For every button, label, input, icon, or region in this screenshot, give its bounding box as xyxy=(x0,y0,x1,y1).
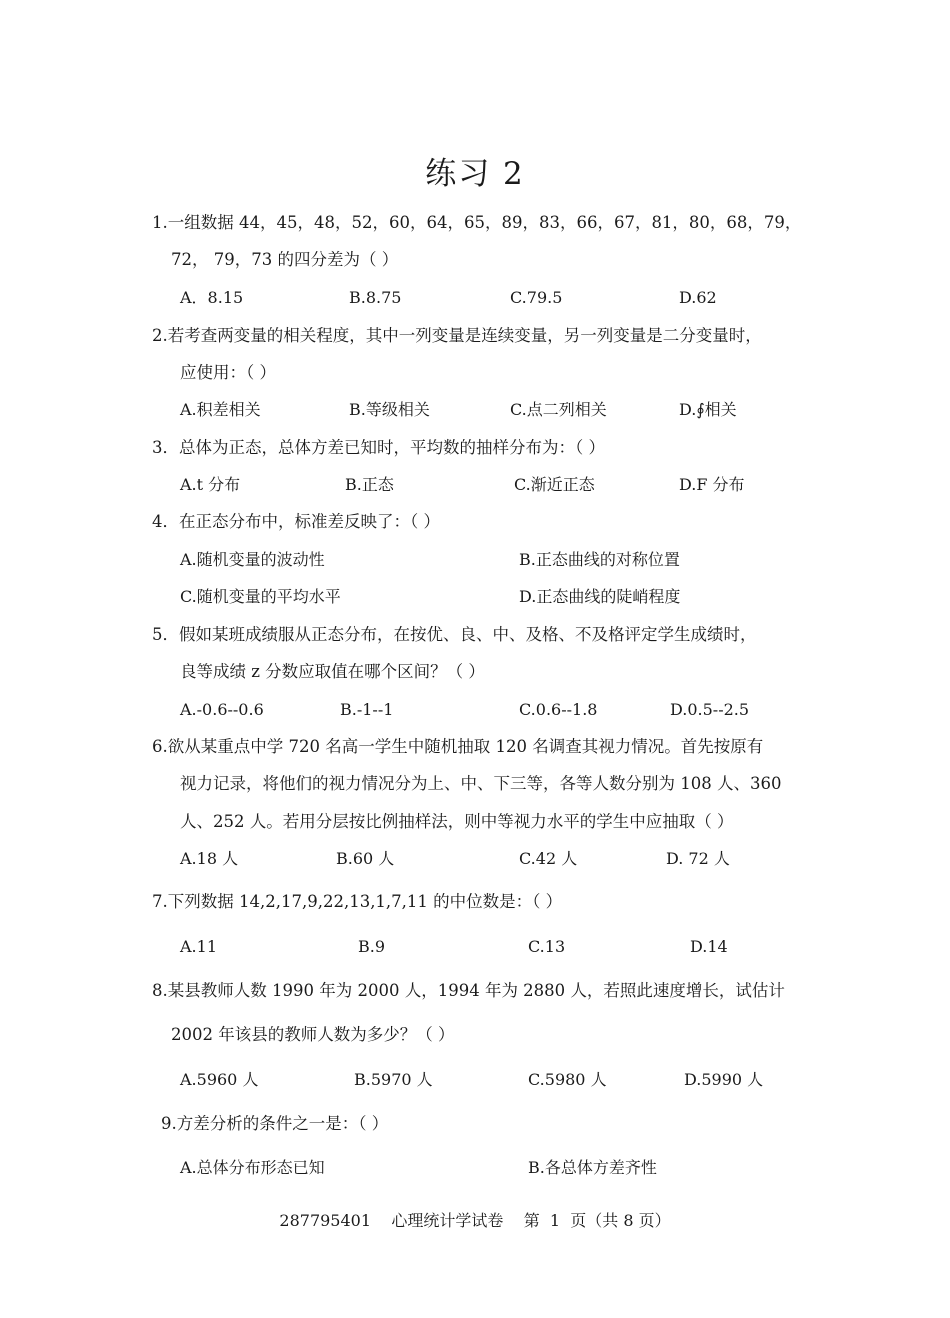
question-1-option-c: C.79.5 xyxy=(510,288,563,307)
question-7-option-a: A.11 xyxy=(180,937,217,956)
question-8-line-2: 2002 年该县的教师人数为多少？（ ） xyxy=(171,1025,455,1044)
question-1-line-2: 72， 79，73 的四分差为（ ） xyxy=(171,250,399,269)
question-1-line-1: 1.一组数据 44，45，48，52，60，64，65，89，83，66，67，81，80，68，79， xyxy=(152,213,802,232)
question-8-option-c: C.5980 人 xyxy=(528,1070,607,1089)
question-1-option-d: D.62 xyxy=(679,288,717,307)
question-6-option-c: C.42 人 xyxy=(519,849,578,868)
question-6-option-b: B.60 人 xyxy=(336,849,395,868)
question-8-line-1: 8.某县教师人数 1990 年为 2000 人，1994 年为 2880 人，若照此速度增长，试估计 xyxy=(152,981,785,1000)
question-6-line-2: 视力记录，将他们的视力情况分为上、中、下三等，各等人数分别为 108 人、360 xyxy=(180,774,782,793)
question-6-line-3: 人、252 人。若用分层按比例抽样法，则中等视力水平的学生中应抽取（ ） xyxy=(180,812,734,831)
question-7-option-b: B.9 xyxy=(358,937,386,956)
question-3-option-d: D.F 分布 xyxy=(679,475,745,494)
question-6-option-a: A.18 人 xyxy=(180,849,239,868)
question-4-option-a: A.随机变量的波动性 xyxy=(180,550,325,569)
question-7-option-c: C.13 xyxy=(528,937,566,956)
page-title: 练习 2 xyxy=(425,156,525,192)
question-2-line-2: 应使用：（ ） xyxy=(180,363,276,382)
question-5-option-a: A.-0.6--0.6 xyxy=(180,700,264,719)
question-3-option-b: B.正态 xyxy=(345,475,394,494)
question-5-line-2: 良等成绩 z 分数应取值在哪个区间？（ ） xyxy=(180,662,485,681)
question-5-option-b: B.-1--1 xyxy=(340,700,394,719)
question-7-line-1: 7.下列数据 14,2,17,9,22,13,1,7,11 的中位数是：（ ） xyxy=(152,892,563,911)
question-6-line-1: 6.欲从某重点中学 720 名高一学生中随机抽取 120 名调查其视力情况。首先按原有 xyxy=(152,737,764,756)
question-2-option-c: C.点二列相关 xyxy=(510,400,607,419)
question-8-option-d: D.5990 人 xyxy=(684,1070,764,1089)
question-4-option-c: C.随机变量的平均水平 xyxy=(180,587,341,606)
question-5-option-d: D.0.5--2.5 xyxy=(670,700,750,719)
question-3-option-c: C.渐近正态 xyxy=(514,475,595,494)
question-8-option-a: A.5960 人 xyxy=(180,1070,259,1089)
question-1-option-b: B.8.75 xyxy=(349,288,402,307)
question-5-option-c: C.0.6--1.8 xyxy=(519,700,598,719)
question-3-line-1: 3．总体为正态，总体方差已知时，平均数的抽样分布为：（ ） xyxy=(152,438,605,457)
question-9-option-a: A.总体分布形态已知 xyxy=(180,1158,325,1177)
question-4-option-d: D.正态曲线的陡峭程度 xyxy=(519,587,681,606)
question-7-option-d: D.14 xyxy=(690,937,728,956)
question-9-line-1: 9.方差分析的条件之一是：（ ） xyxy=(161,1114,389,1133)
question-9-option-b: B.各总体方差齐性 xyxy=(528,1158,657,1177)
question-2-option-d: D.∮相关 xyxy=(679,400,737,419)
question-5-line-1: 5．假如某班成绩服从正态分布，在按优、良、中、及格、不及格评定学生成绩时， xyxy=(152,625,757,644)
question-4-line-1: 4．在正态分布中，标准差反映了：（ ） xyxy=(152,512,440,531)
question-2-line-1: 2.若考查两变量的相关程度，其中一列变量是连续变量，另一列变量是二分变量时， xyxy=(152,326,762,345)
question-3-option-a: A.t 分布 xyxy=(180,475,241,494)
question-4-option-b: B.正态曲线的对称位置 xyxy=(519,550,680,569)
question-8-option-b: B.5970 人 xyxy=(354,1070,433,1089)
page-footer: 287795401 心理统计学试卷 第 1 页（共 8 页） xyxy=(279,1211,671,1230)
question-6-option-d: D. 72 人 xyxy=(666,849,730,868)
question-2-option-a: A.积差相关 xyxy=(180,400,261,419)
question-1-option-a: A．8.15 xyxy=(180,288,244,307)
question-2-option-b: B.等级相关 xyxy=(349,400,430,419)
